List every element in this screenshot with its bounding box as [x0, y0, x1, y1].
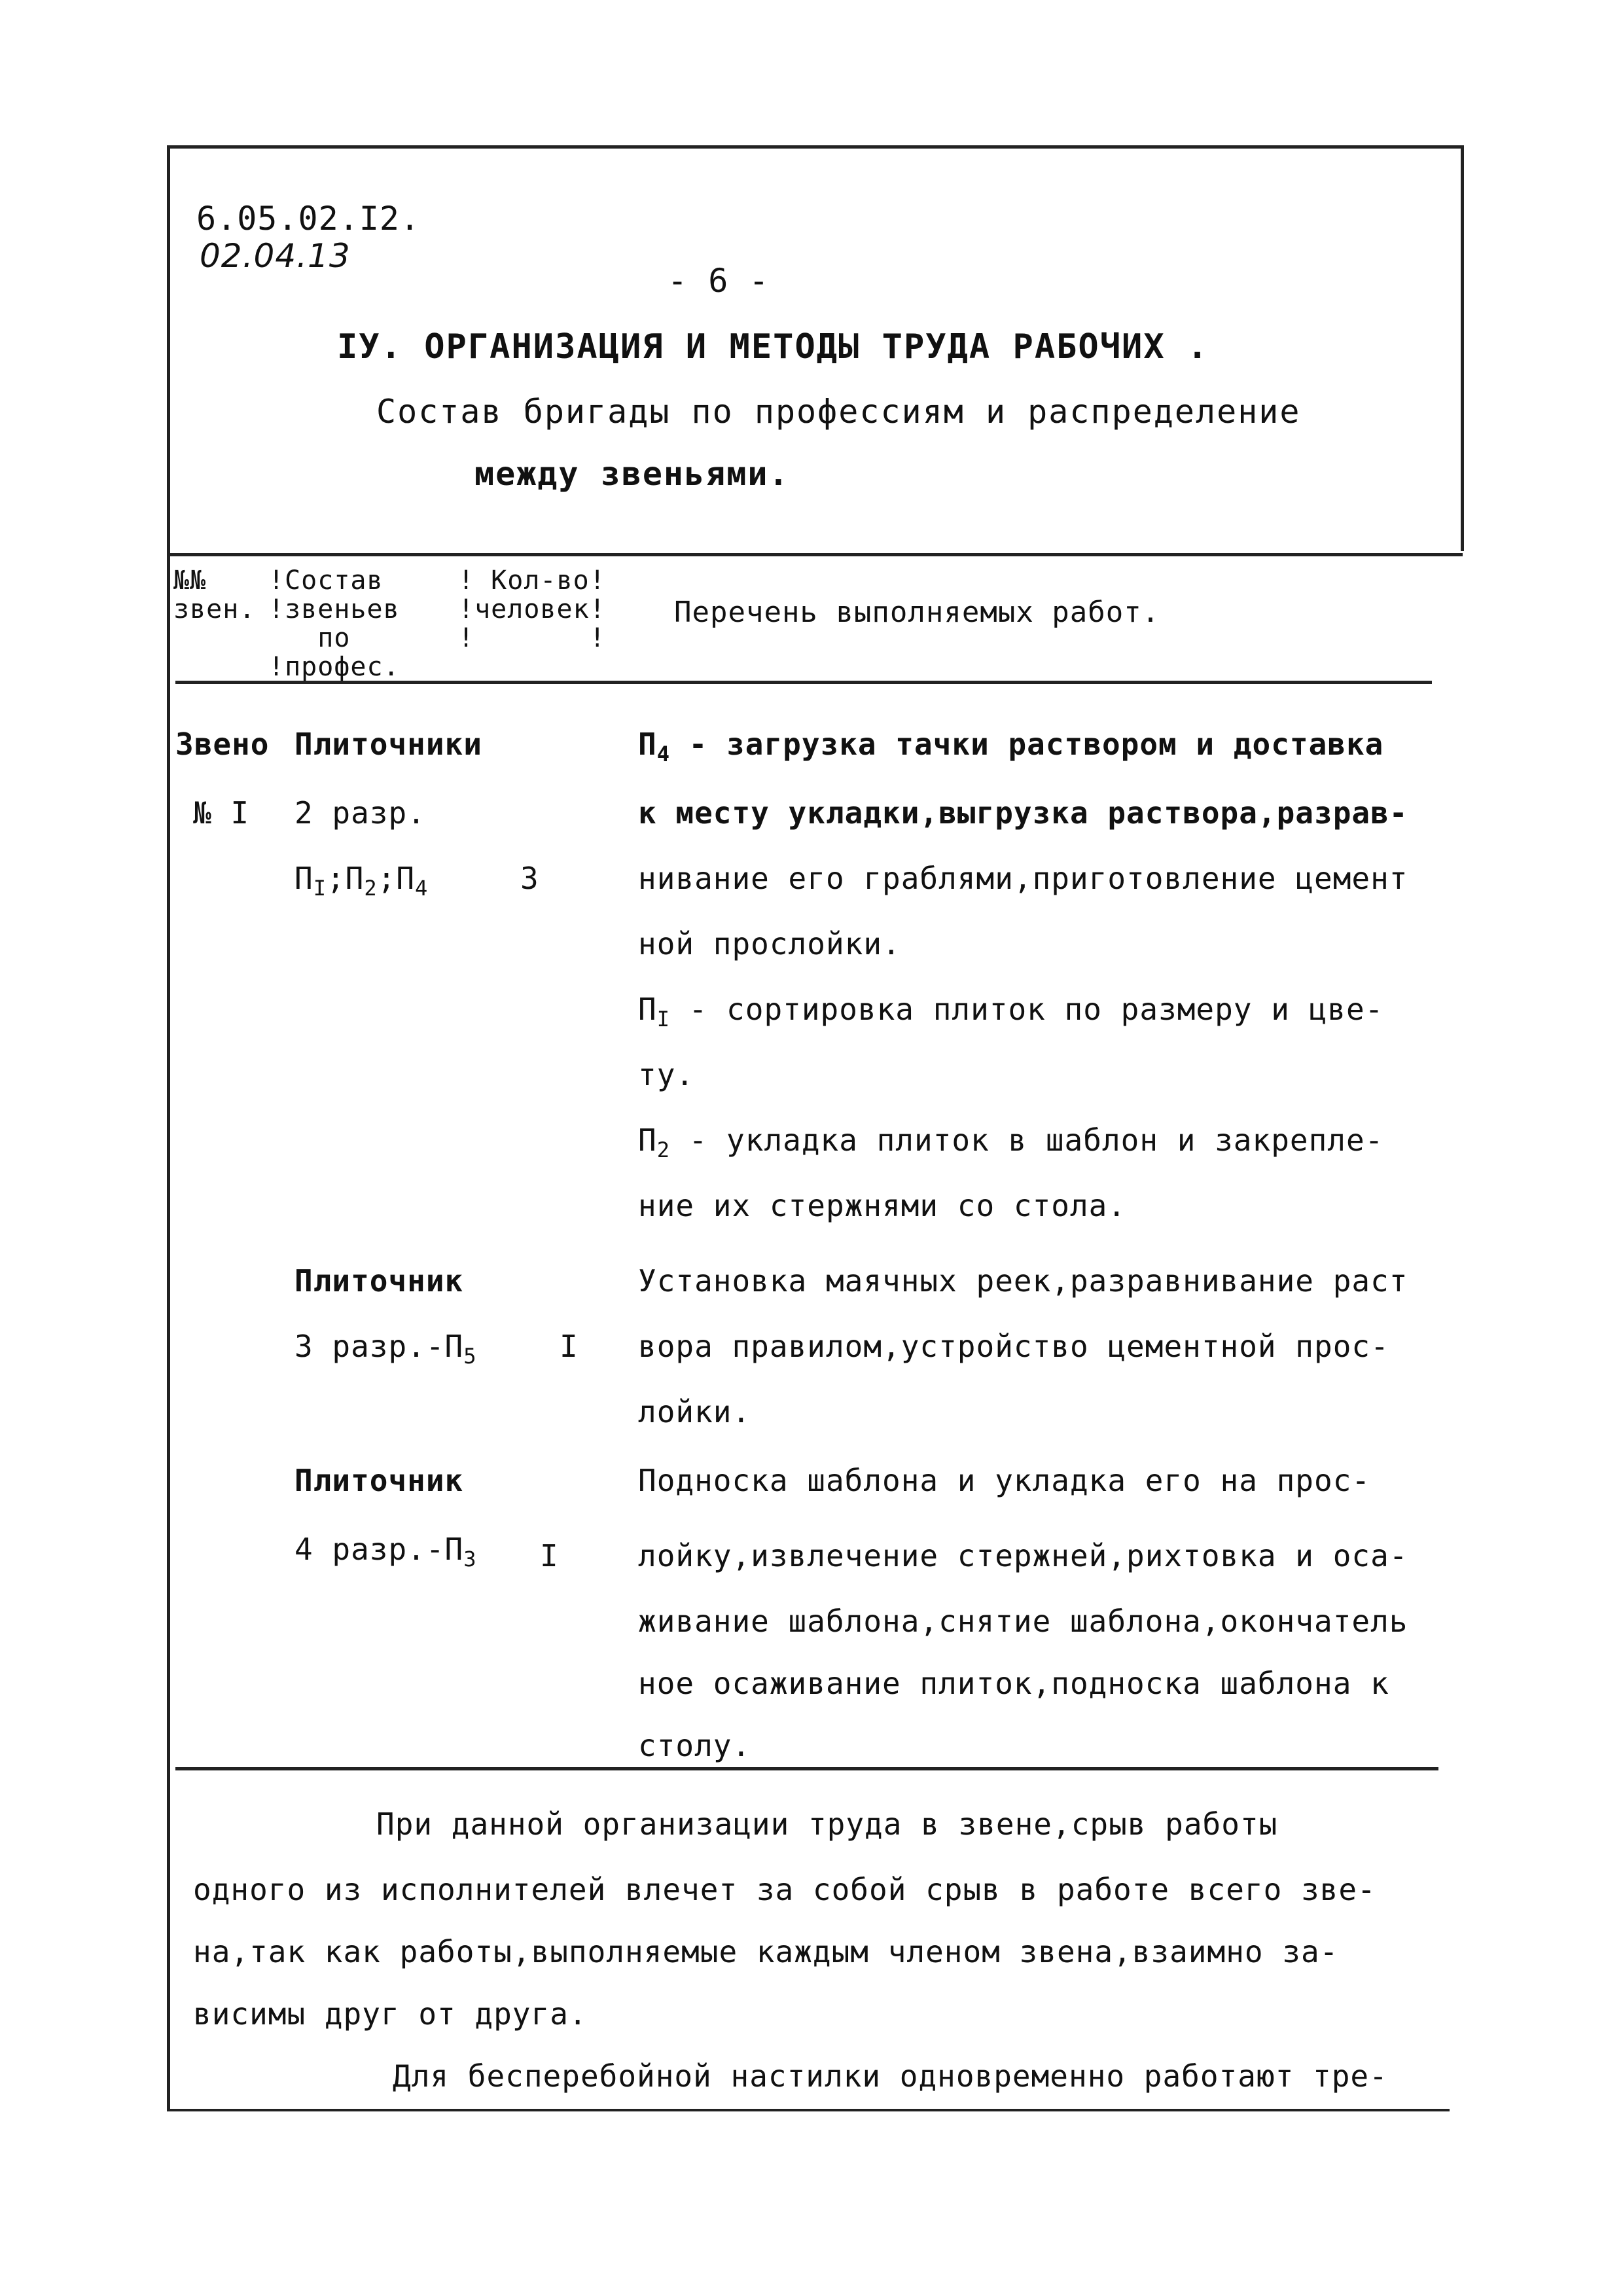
paragraph-line: на,так как работы,выполняемые каждым членом звена,взаимно за-	[193, 1934, 1339, 1969]
trade-name: Плиточник	[294, 1463, 464, 1498]
paragraph-line: При данной организации труда в звене,срыв работы	[376, 1806, 1278, 1842]
section-subtitle-line2: между звеньями.	[474, 455, 790, 493]
table-top-rule	[167, 553, 1463, 556]
handwritten-date: 02.04.13	[200, 237, 351, 275]
work-line: ной прослойки.	[638, 926, 901, 961]
trade-grade: 2 разр.	[294, 795, 426, 831]
page-frame-bottom	[167, 2109, 1450, 2111]
work-line: Установка маячных реек,разравнивание раст	[638, 1263, 1408, 1299]
page-frame-top	[167, 145, 1463, 149]
work-line: столу.	[638, 1728, 751, 1763]
worker-count: 3	[520, 861, 539, 896]
work-line: к месту укладки,выгрузка раствора,разрав-	[638, 795, 1408, 831]
work-line: Подноска шаблона и укладка его на прос-	[638, 1463, 1371, 1498]
paragraph-line: висимы друг от друга.	[193, 1996, 588, 2032]
work-line: ту.	[638, 1057, 695, 1092]
section-title: IУ. ОРГАНИЗАЦИЯ И МЕТОДЫ ТРУДА РАБОЧИХ .	[337, 327, 1209, 367]
work-line: лойку,извлечение стержней,рихтовка и оса-	[638, 1538, 1408, 1573]
work-line: ние их стержнями со стола.	[638, 1188, 1127, 1223]
link-number: № I	[193, 795, 250, 831]
link-label: Звено	[175, 726, 270, 762]
work-line: лойки.	[638, 1394, 751, 1429]
header-col-composition: !Состав !звеньев по !профес.	[268, 565, 400, 682]
paragraph-line: одного из исполнителей влечет за собой срыв в работе всего зве-	[193, 1872, 1376, 1907]
trade-grade: 4 $разр.-П_3$	[294, 1532, 477, 1572]
page-frame-right	[1461, 145, 1464, 551]
page-frame-left	[167, 145, 170, 2109]
trade-name: Плиточники	[294, 726, 482, 762]
paragraph-line: Для бесперебойной настилки одновременно работают тре-	[393, 2058, 1388, 2094]
page-number: - 6 -	[668, 262, 770, 300]
work-line: живание шаблона,снятие шаблона,окончатель	[638, 1604, 1408, 1639]
header-bottom-rule	[175, 681, 1432, 684]
work-line: $П_I$ - сортировка плиток по размеру и цве-	[638, 992, 1384, 1032]
work-line: $П_4$ - загрузка тачки раствором и доставка	[638, 726, 1384, 767]
work-line: $П_2$ - укладка плиток в шаблон и закрепле-	[638, 1122, 1384, 1163]
work-line: вора правилом,устройство цементной прос-	[638, 1329, 1389, 1364]
worker-codes: $П_I;П_2;П_4$	[294, 861, 429, 901]
header-col-works: Перечень выполняемых работ.	[674, 596, 1160, 629]
trade-grade: 3 $разр.-П_5$	[294, 1329, 477, 1369]
section-subtitle-line1: Состав бригады по профессиям и распределение	[376, 393, 1301, 431]
worker-count: I	[540, 1538, 559, 1573]
table-bottom-rule	[175, 1767, 1438, 1770]
work-line: ное осаживание плиток,подноска шаблона к	[638, 1666, 1389, 1701]
header-col-count: ! Кол-во! !человек! ! !	[458, 565, 606, 653]
trade-name: Плиточник	[294, 1263, 464, 1299]
worker-count: I	[560, 1329, 579, 1364]
work-line: нивание его граблями,приготовление цемент	[638, 861, 1408, 896]
document-code: 6.05.02.I2.	[196, 200, 421, 238]
header-col-link: №№ звен.	[173, 565, 256, 624]
